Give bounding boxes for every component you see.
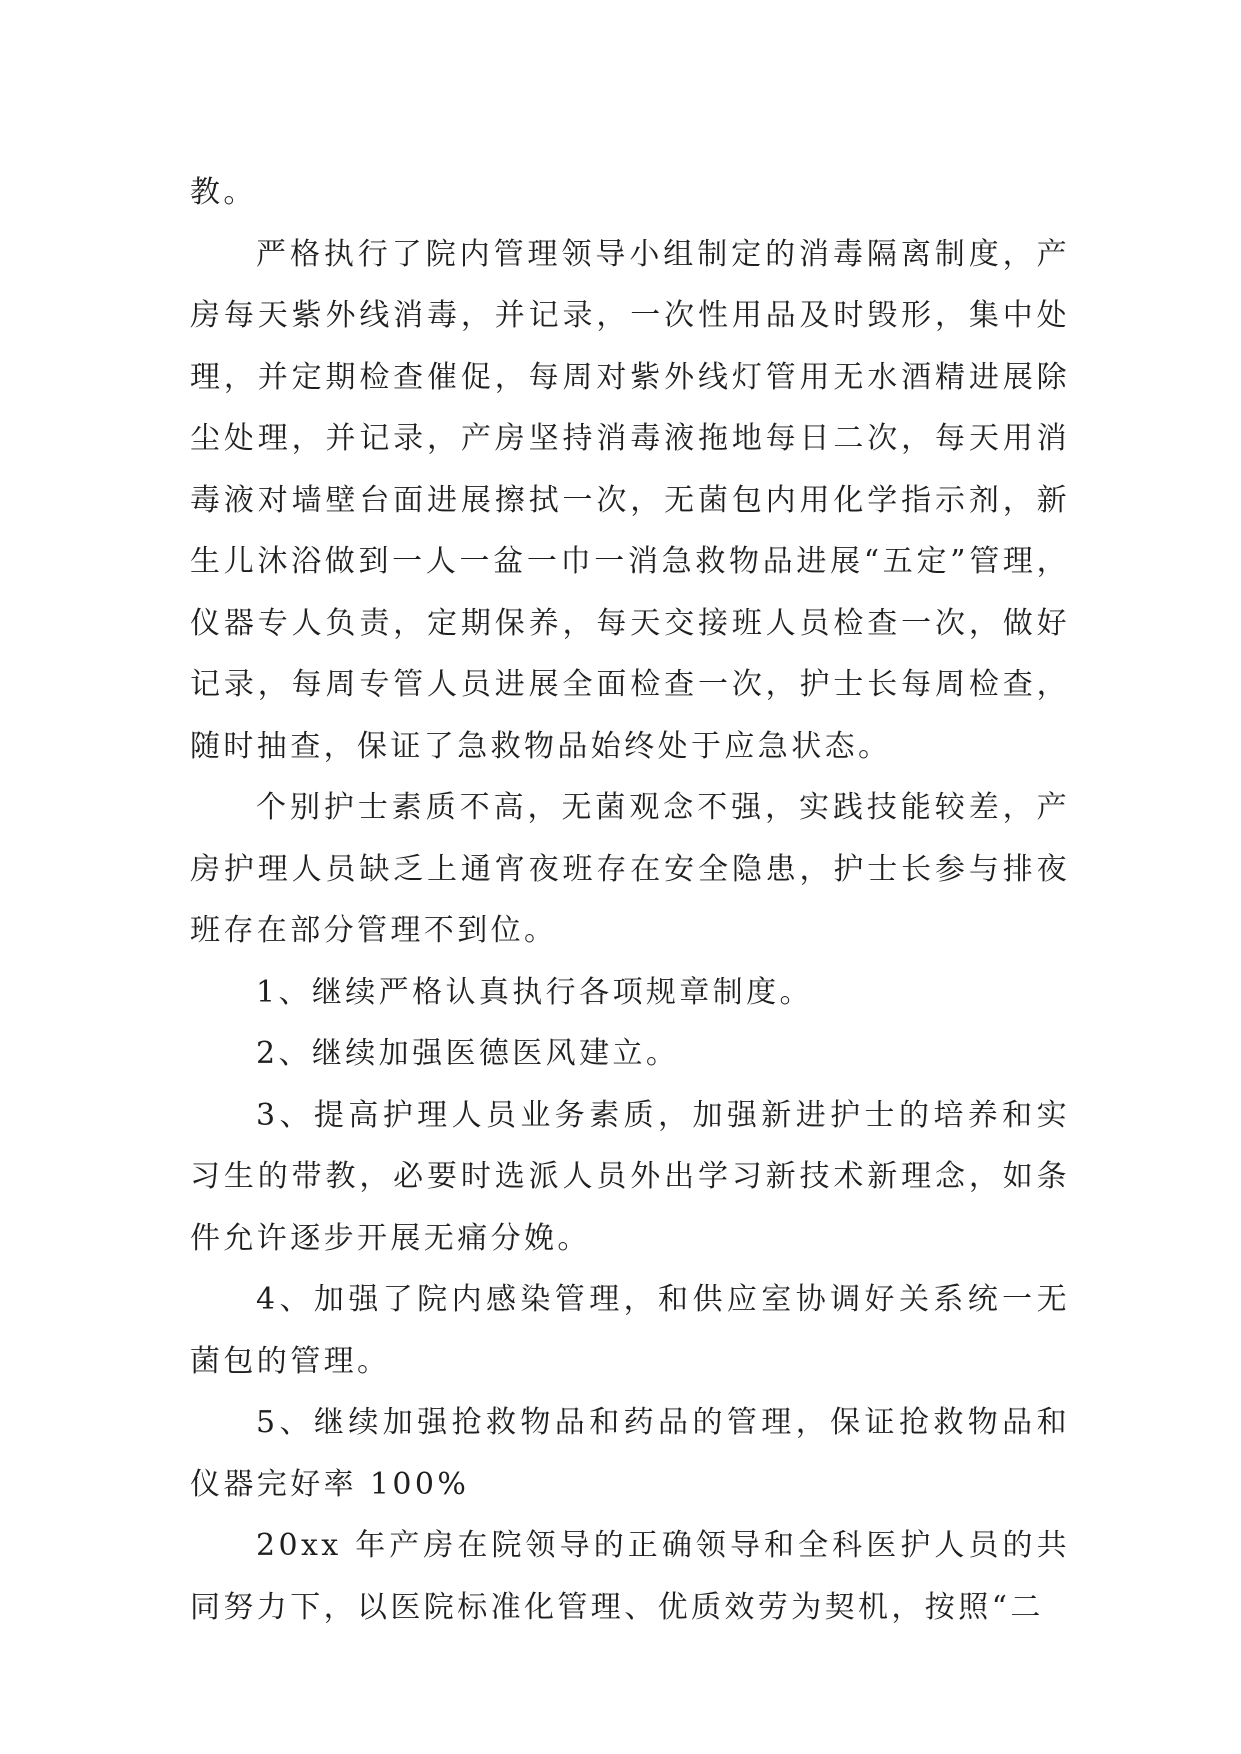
list-item-2: 2、继续加强医德医风建立。 [256,1036,680,1071]
list-item-5: 5、继续加强抢救物品和药品的管理，保证抢救物品和仪器完好率 100% [190,1405,1070,1502]
paragraph-0: 教。 [190,175,257,210]
document-body [190,162,1070,1638]
list-item-1: 1、继续严格认真执行各项规章制度。 [256,974,813,1010]
paragraph-1: 严格执行了院内管理领导小组制定的消毒隔离制度，产房每天紫外线消毒，并记录，一次性用品及时毁形，集中处理，并定期检查催促，每周对紫外线灯管用无水酒精进展除尘处理，并记录，产房坚持消毒液拖地每日二次，每天用消毒液对墙壁台面进展擦拭一次，无菌包内用化学指示剂，新生儿沐浴做到一人一盆一巾一消急救物品进展“五定”管理，仪器专人负责，定期保养，每天交接班人员检查一次，做好记录，每周专管人员进展全面检查一次，护士长每周检查，随时抽查，保证了急救物品始终处于应急状态。 [190,236,1070,764]
list-item-3: 3、提高护理人员业务素质，加强新进护士的培养和实习生的带教，必要时选派人员外出学习新技术新理念，如条件允许逐步开展无痛分娩。 [190,1097,1070,1256]
paragraph-summary: 20xx 年产房在院领导的正确领导和全科医护人员的共同努力下，以医院标准化管理、优质效劳为契机，按照“二 [190,1528,1070,1625]
list-item-4: 4、加强了院内感染管理，和供应室协调好关系统一无菌包的管理。 [190,1282,1070,1379]
paragraph-2: 个别护士素质不高，无菌观念不强，实践技能较差，产房护理人员缺乏上通宵夜班存在安全隐患，护士长参与排夜班存在部分管理不到位。 [190,790,1070,948]
